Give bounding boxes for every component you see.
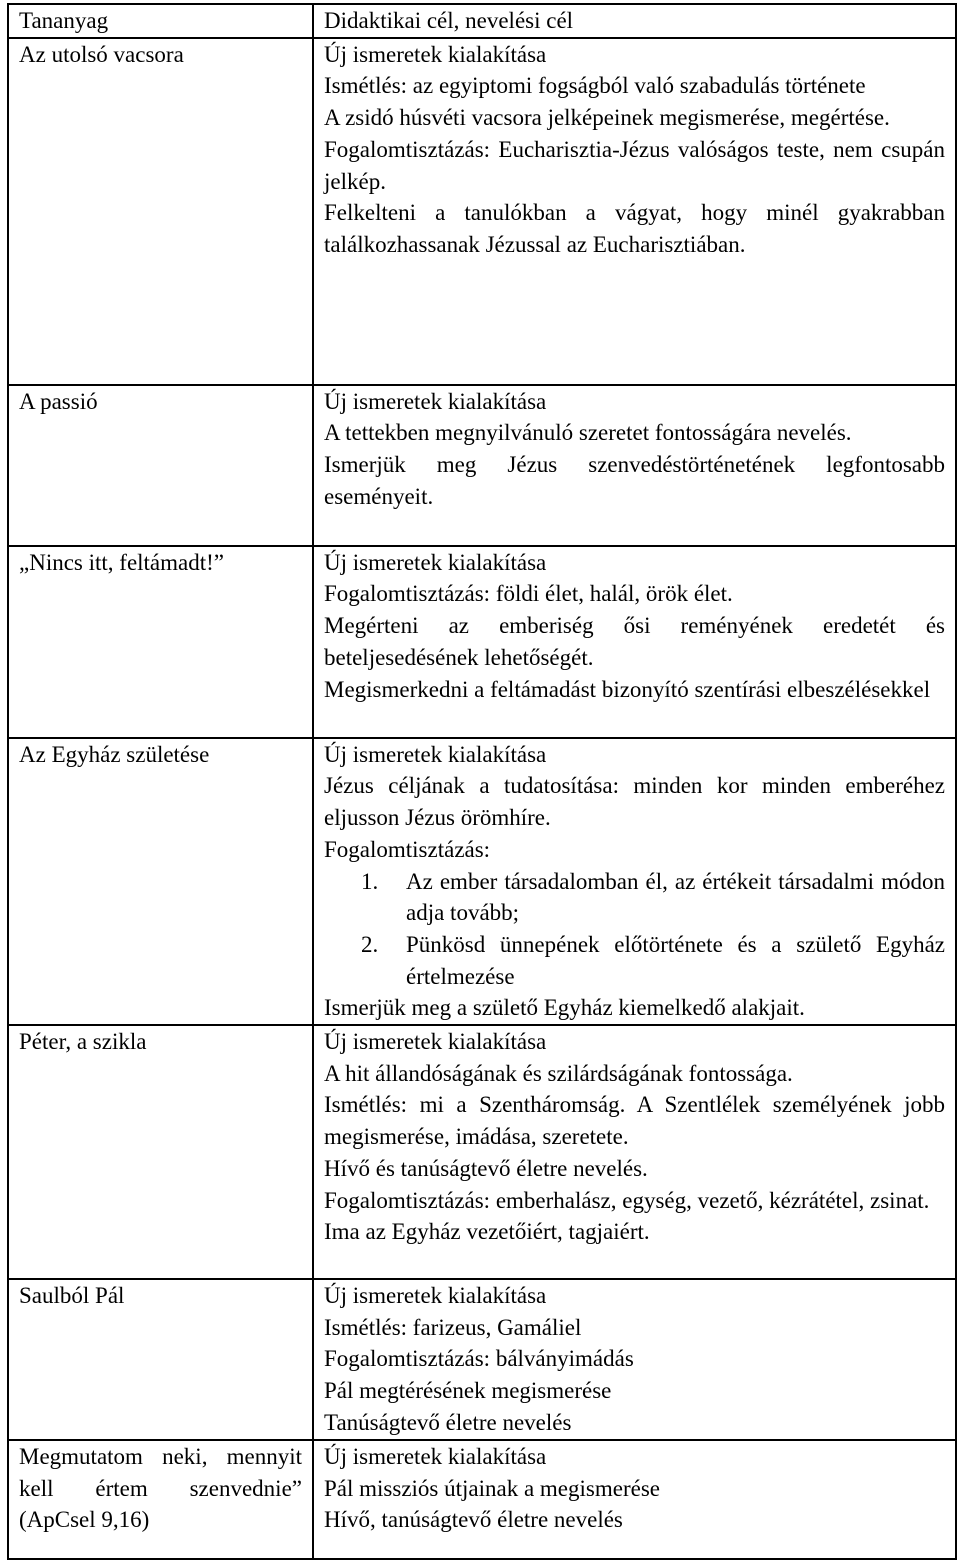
- goal-line: Új ismeretek kialakítása: [324, 1444, 547, 1470]
- goal-line: Új ismeretek kialakítása: [324, 741, 547, 767]
- curriculum-table: [7, 3, 957, 1560]
- goal-line: Jézus céljának a tudatosítása: minden kor minden emberéhez eljusson Jézus örömhíre.: [324, 773, 945, 831]
- goal-line: Pál missziós útjainak a megismerése: [324, 1475, 660, 1501]
- concept-list-item: [361, 866, 945, 929]
- table-row: [8, 385, 956, 546]
- goal-cell: [313, 1279, 956, 1440]
- table-row: [8, 1279, 956, 1440]
- goal-line: Ismerjük meg Jézus szenvedéstörténetének legfontosabb eseményeit.: [324, 452, 945, 509]
- header-topic-cell: [8, 4, 313, 38]
- topic-title: Az utolsó vacsora: [19, 41, 184, 67]
- goal-line: Ima az Egyház vezetőiért, tagjaiért.: [324, 1219, 650, 1245]
- goal-cell: [313, 1440, 956, 1559]
- table-row: [8, 738, 956, 1025]
- goal-line: Felkelteni a tanulókban a vágyat, hogy minél gyakrabban találkozhassanak Jézussal az Eucharisztiában.: [324, 200, 945, 257]
- goal-line: Fogalomtisztázás: földi élet, halál, örök élet.: [324, 581, 733, 607]
- goal-line: Hívő és tanúságtevő életre nevelés.: [324, 1155, 648, 1181]
- goal-line: Megismerkedni a feltámadást bizonyító szentírási elbeszélésekkel: [324, 676, 931, 702]
- goal-line: Fogalomtisztázás:: [324, 836, 491, 862]
- goal-line: Új ismeretek kialakítása: [324, 1029, 547, 1055]
- list-number: 2.: [361, 931, 379, 957]
- goal-cell: [313, 385, 956, 546]
- goal-line: Megérteni az emberiség ősi reményének eredetét és beteljesedésének lehetőségét.: [324, 613, 945, 670]
- goal-line: Új ismeretek kialakítása: [324, 388, 547, 414]
- topic-title: Az Egyház születése: [19, 741, 210, 767]
- header-goal-label: Didaktikai cél, nevelési cél: [324, 8, 574, 33]
- topic-cell: [8, 546, 313, 738]
- goal-line: Hívő, tanúságtevő életre nevelés: [324, 1507, 623, 1533]
- table-row: [8, 1025, 956, 1279]
- header-goal-cell: [313, 4, 956, 38]
- topic-cell: [8, 1440, 313, 1559]
- goal-line: Fogalomtisztázás: bálványimádás: [324, 1346, 634, 1372]
- goal-line: Tanúságtevő életre nevelés: [324, 1409, 572, 1435]
- topic-cell: [8, 1025, 313, 1279]
- topic-title: Saulból Pál: [19, 1283, 125, 1309]
- goal-line: Új ismeretek kialakítása: [324, 549, 547, 575]
- topic-title: Megmutatom neki, mennyit kell értem szenvednie” (ApCsel 9,16): [19, 1444, 302, 1533]
- goal-line: Ismétlés: mi a Szentháromság. A Szentlélek személyének jobb megismerése, imádása, szeretete.: [324, 1092, 945, 1150]
- goal-cell: [313, 546, 956, 738]
- goal-cell: [313, 38, 956, 385]
- topic-cell: [8, 385, 313, 546]
- concept-list-item: [361, 929, 945, 992]
- table-row: [8, 1440, 956, 1559]
- goal-line: A hit állandóságának és szilárdságának fontossága.: [324, 1060, 793, 1086]
- goal-line: Pál megtérésének megismerése: [324, 1378, 612, 1404]
- goal-line: Ismerjük meg a születő Egyház kiemelkedő alakjait.: [324, 995, 805, 1021]
- goal-line: Fogalomtisztázás: emberhalász, egység, vezető, kézrátétel, zsinat.: [324, 1187, 930, 1213]
- goal-cell: [313, 1025, 956, 1279]
- goal-line: Fogalomtisztázás: Eucharisztia-Jézus valóságos teste, nem csupán jelkép.: [324, 136, 945, 194]
- list-number: 1.: [361, 868, 379, 894]
- goal-line: Ismétlés: az egyiptomi fogságból való szabadulás története: [324, 73, 866, 99]
- concept-list: [324, 866, 945, 993]
- topic-cell: [8, 738, 313, 1025]
- goal-cell: [313, 738, 956, 1025]
- topic-cell: [8, 38, 313, 385]
- list-item-text: Az ember társadalomban él, az értékeit társadalmi módon adja tovább;: [406, 868, 945, 926]
- table-row: [8, 38, 956, 385]
- table-header-row: [8, 4, 956, 38]
- topic-title: „Nincs itt, feltámadt!”: [19, 549, 225, 575]
- goal-line: Új ismeretek kialakítása: [324, 41, 547, 67]
- header-topic-label: Tananyag: [19, 8, 109, 33]
- topic-title: Péter, a szikla: [19, 1029, 147, 1055]
- list-item-text: Pünkösd ünnepének előtörténete és a születő Egyház értelmezése: [406, 931, 945, 989]
- goal-line: Új ismeretek kialakítása: [324, 1283, 547, 1309]
- goal-line: Ismétlés: farizeus, Gamáliel: [324, 1314, 582, 1340]
- table-row: [8, 546, 956, 738]
- goal-line: A zsidó húsvéti vacsora jelképeinek megismerése, megértése.: [324, 105, 890, 131]
- topic-cell: [8, 1279, 313, 1440]
- topic-title: A passió: [19, 388, 98, 414]
- goal-line: A tettekben megnyilvánuló szeretet fontosságára nevelés.: [324, 420, 852, 446]
